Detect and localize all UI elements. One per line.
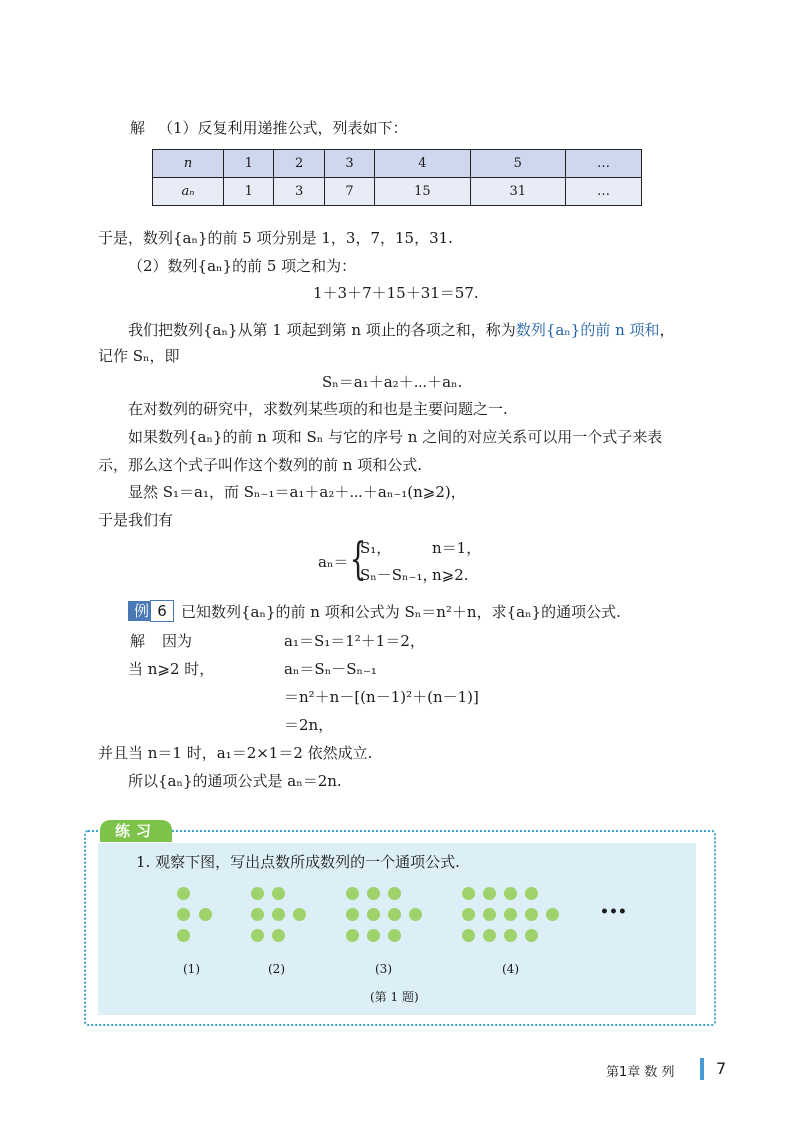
figure-label: (2)	[268, 962, 285, 976]
case2-cond: n⩾2.	[432, 566, 469, 584]
example-because: 因为	[162, 632, 193, 650]
paragraph: 显然 S₁＝a₁，而 Sₙ₋₁＝a₁＋a₂＋⋯＋aₙ₋₁(n⩾2)，	[128, 483, 466, 501]
table-cell: …	[565, 150, 641, 178]
dot-icon	[177, 908, 190, 921]
sum-equation: 1＋3＋7＋15＋31＝57.	[313, 284, 479, 302]
dot-icon	[177, 929, 190, 942]
solution-intro: （1）反复利用递推公式，列表如下：	[158, 119, 408, 137]
example-when: 当 n⩾2 时，	[128, 660, 215, 678]
dot-icon	[367, 887, 380, 900]
example-also: 并且当 n＝1 时，a₁＝2×1＝2 依然成立.	[98, 744, 373, 762]
example-conclusion: 所以{aₙ}的通项公式是 aₙ＝2n.	[128, 772, 342, 790]
table-cell: …	[565, 178, 641, 206]
dot-icon	[546, 908, 559, 921]
dot-icon	[367, 929, 380, 942]
table-cell: 5	[470, 150, 565, 178]
table-row-label-n: n	[153, 150, 224, 178]
paragraph: 于是我们有	[98, 511, 174, 529]
practice-tab: 练习	[100, 820, 172, 842]
dot-icon	[462, 887, 475, 900]
dot-icon	[199, 908, 212, 921]
example-statement: 已知数列{aₙ}的前 n 项和公式为 Sₙ＝n²＋n，求{aₙ}的通项公式.	[181, 603, 621, 621]
dot-icon	[483, 929, 496, 942]
example-number: 6	[150, 600, 174, 622]
dot-icon	[367, 908, 380, 921]
example-solution-label: 解	[130, 632, 146, 650]
dot-icon	[504, 929, 517, 942]
dot-icon	[251, 887, 264, 900]
paragraph: 在对数列的研究中，求数列某些项的和也是主要问题之一.	[128, 400, 508, 418]
dot-icon	[504, 908, 517, 921]
table-cell: 1	[224, 150, 274, 178]
table-cell: 3	[324, 150, 374, 178]
first-five-sentence: 于是，数列{aₙ}的前 5 项分别是 1，3，7，15，31.	[98, 229, 453, 247]
table-cell: 7	[324, 178, 374, 206]
paragraph: 示，那么这个式子叫作这个数列的前 n 项和公式.	[98, 456, 422, 474]
table-row	[153, 150, 642, 178]
dot-icon	[272, 887, 285, 900]
table-cell: 1	[224, 178, 274, 206]
dot-icon	[346, 929, 359, 942]
example-badge: 例	[128, 601, 155, 621]
definition-term: 数列{aₙ}的前 n 项和	[515, 321, 660, 339]
dot-icon	[293, 908, 306, 921]
footer-divider	[700, 1058, 704, 1080]
dot-icon	[346, 887, 359, 900]
brace-icon: {	[349, 534, 367, 585]
paragraph: 如果数列{aₙ}的前 n 项和 Sₙ 与它的序号 n 之间的对应关系可以用一个式子来表	[128, 428, 663, 446]
table-row-label-a: aₙ	[153, 178, 224, 206]
dot-icon	[251, 908, 264, 921]
figure-label: (1)	[183, 962, 200, 976]
figure-label: (3)	[375, 962, 392, 976]
dot-icon	[483, 908, 496, 921]
sum-formula: Sₙ＝a₁＋a₂＋⋯＋aₙ.	[322, 373, 463, 391]
solution-label: 解	[130, 119, 146, 137]
dot-icon	[504, 887, 517, 900]
dot-icon	[346, 908, 359, 921]
table-cell: 15	[375, 178, 470, 206]
ellipsis-icon: •••	[600, 904, 627, 920]
case1-cond: n＝1，	[432, 539, 482, 557]
table-cell: 2	[274, 150, 324, 178]
figure-caption: (第 1 题)	[370, 990, 419, 1004]
dot-icon	[272, 908, 285, 921]
dot-icon	[388, 887, 401, 900]
table-cell: 31	[470, 178, 565, 206]
figure-label: (4)	[502, 962, 519, 976]
part2-sentence: （2）数列{aₙ}的前 5 项之和为：	[128, 257, 357, 275]
case1-expr: S₁，	[360, 539, 392, 557]
piecewise-lhs: aₙ＝	[318, 553, 349, 571]
chapter-label: 第1章 数 列	[606, 1065, 675, 1080]
definition-line1	[128, 320, 675, 340]
dot-icon	[388, 908, 401, 921]
practice-question: 1. 观察下图，写出点数所成数列的一个通项公式.	[136, 853, 460, 871]
example-eq3: ＝n²＋n－[(n－1)²＋(n－1)]	[284, 688, 479, 706]
dot-icon	[525, 908, 538, 921]
dot-icon	[525, 929, 538, 942]
dot-icon	[525, 887, 538, 900]
example-eq1: a₁＝S₁＝1²＋1＝2，	[284, 632, 425, 650]
dot-icon	[462, 908, 475, 921]
case2-expr: Sₙ－Sₙ₋₁，	[360, 566, 438, 584]
definition-line2: 记作 Sₙ，即	[98, 347, 180, 365]
dot-icon	[483, 887, 496, 900]
table-row	[153, 178, 642, 206]
definition-prefix: 我们把数列{aₙ}从第 1 项起到第 n 项止的各项之和，称为	[128, 321, 516, 339]
dot-icon	[251, 929, 264, 942]
definition-suffix: ，	[659, 321, 675, 339]
table-cell: 4	[375, 150, 470, 178]
dot-icon	[177, 887, 190, 900]
page-number: 7	[716, 1059, 727, 1078]
sequence-table	[152, 149, 642, 206]
dot-icon	[462, 929, 475, 942]
dot-icon	[409, 908, 422, 921]
dot-icon	[272, 929, 285, 942]
table-cell: 3	[274, 178, 324, 206]
example-eq2: aₙ＝Sₙ－Sₙ₋₁	[284, 660, 377, 678]
example-eq4: ＝2n，	[284, 716, 334, 734]
dot-icon	[388, 929, 401, 942]
